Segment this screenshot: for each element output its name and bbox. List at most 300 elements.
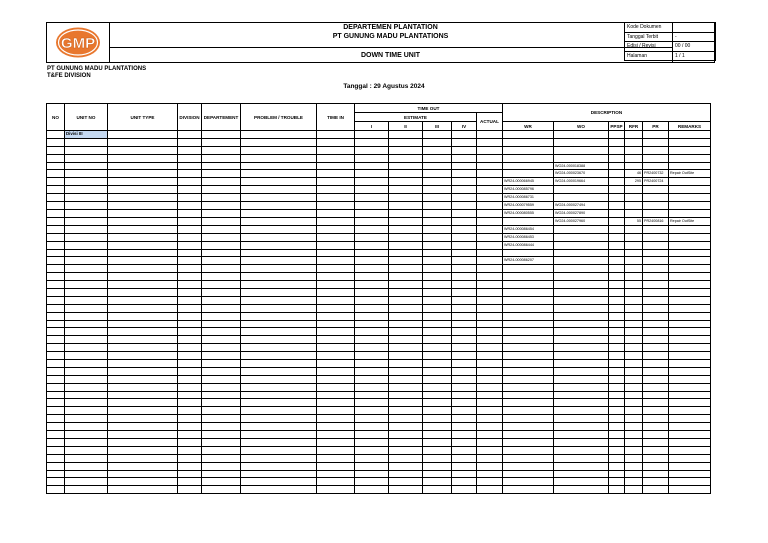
logo-text: GMP bbox=[60, 35, 96, 52]
table-cell bbox=[452, 446, 477, 454]
col-pr: PR bbox=[643, 122, 669, 131]
rfr-cell bbox=[625, 360, 643, 368]
table-cell bbox=[389, 241, 423, 249]
table-cell bbox=[178, 328, 202, 336]
table-cell bbox=[477, 367, 503, 375]
wr-cell bbox=[503, 367, 554, 375]
table-cell bbox=[355, 194, 389, 202]
table-cell bbox=[47, 344, 65, 352]
table-cell bbox=[389, 225, 423, 233]
table-cell bbox=[423, 407, 452, 415]
table-cell bbox=[389, 470, 423, 478]
table-cell bbox=[202, 241, 241, 249]
table-cell bbox=[65, 225, 108, 233]
wr-cell bbox=[503, 478, 554, 486]
table-cell bbox=[423, 281, 452, 289]
table-cell bbox=[609, 423, 625, 431]
pr-cell bbox=[643, 162, 669, 170]
wo-cell bbox=[554, 273, 609, 281]
table-cell bbox=[108, 320, 178, 328]
col-est-iii: III bbox=[423, 122, 452, 131]
wo-cell bbox=[554, 470, 609, 478]
table-cell bbox=[241, 210, 317, 218]
wr-cell bbox=[503, 162, 554, 170]
rfr-cell: 46 bbox=[625, 170, 643, 178]
rfr-cell bbox=[625, 486, 643, 494]
meta-row bbox=[625, 51, 716, 61]
col-wr: WR bbox=[503, 122, 554, 131]
table-cell bbox=[477, 146, 503, 154]
table-cell bbox=[178, 138, 202, 146]
table-cell bbox=[47, 154, 65, 162]
table-cell bbox=[178, 194, 202, 202]
remarks-cell bbox=[669, 367, 711, 375]
table-cell bbox=[389, 407, 423, 415]
table-cell bbox=[241, 462, 317, 470]
pr-cell bbox=[643, 257, 669, 265]
table-cell bbox=[452, 399, 477, 407]
table-cell bbox=[202, 446, 241, 454]
table-cell bbox=[317, 241, 355, 249]
table-cell bbox=[452, 375, 477, 383]
pr-cell bbox=[643, 407, 669, 415]
remarks-cell bbox=[669, 478, 711, 486]
table-cell bbox=[178, 415, 202, 423]
meta-label: Kode Dokumen bbox=[625, 23, 673, 33]
table-cell bbox=[389, 462, 423, 470]
table-cell bbox=[477, 225, 503, 233]
table-cell bbox=[178, 225, 202, 233]
table-cell bbox=[202, 360, 241, 368]
table-cell bbox=[202, 352, 241, 360]
table-cell bbox=[178, 210, 202, 218]
document-header bbox=[46, 22, 715, 63]
col-time-out: TIME OUT bbox=[355, 104, 503, 113]
table-cell bbox=[452, 241, 477, 249]
table-row bbox=[47, 352, 711, 360]
pr-cell bbox=[643, 265, 669, 273]
wr-cell bbox=[503, 281, 554, 289]
table-cell bbox=[65, 352, 108, 360]
rfr-cell bbox=[625, 344, 643, 352]
table-cell bbox=[317, 391, 355, 399]
meta-label: Tanggal Terbit bbox=[625, 32, 673, 42]
wr-cell bbox=[503, 265, 554, 273]
remarks-cell bbox=[669, 202, 711, 210]
pr-cell bbox=[643, 273, 669, 281]
table-cell bbox=[108, 138, 178, 146]
table-cell bbox=[452, 154, 477, 162]
wr-cell bbox=[503, 375, 554, 383]
pr-cell bbox=[643, 281, 669, 289]
table-cell bbox=[241, 304, 317, 312]
table-cell bbox=[241, 265, 317, 273]
table-cell bbox=[389, 360, 423, 368]
table-cell bbox=[178, 186, 202, 194]
table-cell bbox=[47, 407, 65, 415]
table-cell bbox=[202, 289, 241, 297]
table-cell bbox=[65, 328, 108, 336]
table-cell bbox=[178, 399, 202, 407]
table-cell bbox=[355, 336, 389, 344]
table-cell bbox=[241, 328, 317, 336]
table-cell bbox=[355, 273, 389, 281]
table-cell bbox=[178, 178, 202, 186]
remarks-cell bbox=[669, 375, 711, 383]
table-row bbox=[47, 320, 711, 328]
table-row bbox=[47, 296, 711, 304]
table-cell bbox=[609, 399, 625, 407]
pr-cell bbox=[643, 462, 669, 470]
table-cell bbox=[317, 257, 355, 265]
table-cell bbox=[317, 170, 355, 178]
rfr-cell bbox=[625, 202, 643, 210]
table-cell bbox=[355, 312, 389, 320]
meta-row bbox=[625, 32, 716, 42]
table-cell bbox=[47, 217, 65, 225]
wr-cell bbox=[503, 312, 554, 320]
rfr-cell bbox=[625, 438, 643, 446]
table-cell bbox=[389, 486, 423, 494]
table-cell bbox=[108, 296, 178, 304]
table-cell bbox=[452, 194, 477, 202]
wr-cell: WR24-000079559 bbox=[503, 202, 554, 210]
col-unit-type: UNIT TYPE bbox=[108, 104, 178, 131]
remarks-cell bbox=[669, 470, 711, 478]
rfr-cell bbox=[625, 478, 643, 486]
table-row bbox=[47, 265, 711, 273]
remarks-cell bbox=[669, 312, 711, 320]
wo-cell bbox=[554, 336, 609, 344]
rfr-cell bbox=[625, 415, 643, 423]
table-cell bbox=[389, 375, 423, 383]
table-cell bbox=[202, 154, 241, 162]
table-cell bbox=[355, 383, 389, 391]
wr-cell bbox=[503, 320, 554, 328]
rfr-cell bbox=[625, 391, 643, 399]
table-cell bbox=[477, 328, 503, 336]
table-cell bbox=[108, 407, 178, 415]
table-cell bbox=[452, 431, 477, 439]
table-cell bbox=[241, 146, 317, 154]
table-cell bbox=[65, 289, 108, 297]
pr-cell bbox=[643, 312, 669, 320]
table-cell bbox=[477, 154, 503, 162]
wr-cell bbox=[503, 391, 554, 399]
meta-label: Edisi / Revisi bbox=[625, 42, 673, 52]
table-cell bbox=[477, 233, 503, 241]
table-cell bbox=[452, 312, 477, 320]
wr-cell bbox=[503, 344, 554, 352]
table-cell bbox=[423, 202, 452, 210]
table-row bbox=[47, 454, 711, 462]
table-cell bbox=[65, 320, 108, 328]
table-cell bbox=[477, 431, 503, 439]
table-cell bbox=[389, 281, 423, 289]
table-cell bbox=[423, 296, 452, 304]
table-cell bbox=[317, 194, 355, 202]
table-cell bbox=[65, 375, 108, 383]
wo-cell bbox=[554, 281, 609, 289]
table-cell bbox=[241, 257, 317, 265]
table-row bbox=[47, 415, 711, 423]
table-cell bbox=[202, 281, 241, 289]
pr-cell: PR2400816 bbox=[643, 217, 669, 225]
wo-cell bbox=[554, 446, 609, 454]
table-cell bbox=[317, 375, 355, 383]
table-cell bbox=[47, 312, 65, 320]
table-cell bbox=[202, 146, 241, 154]
wo-cell bbox=[554, 233, 609, 241]
col-description: DESCRIPTION bbox=[503, 104, 711, 122]
table-cell bbox=[241, 233, 317, 241]
table-cell bbox=[423, 194, 452, 202]
table-cell bbox=[609, 304, 625, 312]
table-cell bbox=[241, 241, 317, 249]
table-cell bbox=[609, 312, 625, 320]
wr-cell bbox=[503, 249, 554, 257]
remarks-cell bbox=[669, 383, 711, 391]
table-cell bbox=[65, 415, 108, 423]
table-cell bbox=[452, 257, 477, 265]
table-cell bbox=[355, 360, 389, 368]
table-cell bbox=[355, 241, 389, 249]
table-cell bbox=[423, 249, 452, 257]
table-cell bbox=[317, 470, 355, 478]
table-cell bbox=[108, 241, 178, 249]
table-cell bbox=[178, 296, 202, 304]
table-cell bbox=[452, 367, 477, 375]
table-cell bbox=[108, 162, 178, 170]
table-cell bbox=[477, 170, 503, 178]
table-cell bbox=[389, 415, 423, 423]
table-row bbox=[47, 391, 711, 399]
table-cell bbox=[108, 328, 178, 336]
rfr-cell bbox=[625, 462, 643, 470]
table-cell bbox=[241, 217, 317, 225]
table-cell bbox=[477, 273, 503, 281]
table-cell bbox=[65, 423, 108, 431]
table-cell bbox=[108, 360, 178, 368]
table-cell bbox=[423, 486, 452, 494]
pr-cell bbox=[643, 415, 669, 423]
table-cell bbox=[609, 336, 625, 344]
table-cell bbox=[389, 289, 423, 297]
table-cell bbox=[452, 273, 477, 281]
wo-cell bbox=[554, 265, 609, 273]
wr-cell bbox=[503, 336, 554, 344]
table-cell bbox=[241, 344, 317, 352]
table-cell bbox=[178, 423, 202, 431]
table-cell bbox=[317, 431, 355, 439]
remarks-cell bbox=[669, 328, 711, 336]
table-cell bbox=[202, 265, 241, 273]
table-cell bbox=[241, 486, 317, 494]
rfr-cell bbox=[625, 375, 643, 383]
table-cell bbox=[65, 217, 108, 225]
table-row bbox=[47, 336, 711, 344]
table-cell bbox=[178, 241, 202, 249]
table-cell bbox=[241, 407, 317, 415]
table-cell bbox=[452, 407, 477, 415]
table-cell bbox=[241, 423, 317, 431]
table-cell bbox=[178, 304, 202, 312]
table-cell bbox=[241, 470, 317, 478]
table-cell bbox=[477, 138, 503, 146]
table-cell bbox=[355, 328, 389, 336]
table-cell bbox=[47, 423, 65, 431]
table-cell bbox=[178, 352, 202, 360]
rfr-cell bbox=[625, 273, 643, 281]
table-cell bbox=[178, 486, 202, 494]
table-row bbox=[47, 367, 711, 375]
table-cell bbox=[609, 217, 625, 225]
wr-cell: WR24-000086207 bbox=[503, 257, 554, 265]
table-cell bbox=[477, 320, 503, 328]
table-row bbox=[47, 225, 711, 233]
table-cell bbox=[355, 202, 389, 210]
downtime-table bbox=[46, 103, 711, 494]
table-cell bbox=[241, 249, 317, 257]
wo-cell bbox=[554, 391, 609, 399]
table-cell bbox=[389, 320, 423, 328]
table-cell bbox=[355, 304, 389, 312]
table-cell bbox=[477, 186, 503, 194]
table-cell bbox=[355, 296, 389, 304]
table-cell bbox=[477, 478, 503, 486]
wr-cell bbox=[503, 328, 554, 336]
table-cell bbox=[65, 399, 108, 407]
table-cell bbox=[452, 225, 477, 233]
wo-cell bbox=[554, 146, 609, 154]
pr-cell bbox=[643, 423, 669, 431]
remarks-cell bbox=[669, 233, 711, 241]
table-cell bbox=[609, 257, 625, 265]
wo-cell bbox=[554, 407, 609, 415]
table-cell bbox=[65, 249, 108, 257]
table-cell bbox=[477, 194, 503, 202]
table-cell bbox=[452, 360, 477, 368]
table-cell bbox=[241, 186, 317, 194]
pr-cell bbox=[643, 478, 669, 486]
wr-cell: WR24-000085796 bbox=[503, 186, 554, 194]
remarks-cell bbox=[669, 438, 711, 446]
table-cell bbox=[609, 360, 625, 368]
table-cell bbox=[317, 478, 355, 486]
table-cell bbox=[47, 186, 65, 194]
remarks-cell bbox=[669, 186, 711, 194]
table-cell bbox=[241, 138, 317, 146]
table-cell bbox=[423, 146, 452, 154]
table-cell bbox=[108, 170, 178, 178]
table-cell bbox=[609, 462, 625, 470]
wr-cell bbox=[503, 352, 554, 360]
table-cell bbox=[423, 241, 452, 249]
table-cell bbox=[389, 454, 423, 462]
table-cell bbox=[609, 391, 625, 399]
table-cell bbox=[47, 210, 65, 218]
remarks-cell bbox=[669, 391, 711, 399]
table-cell bbox=[389, 202, 423, 210]
wr-cell bbox=[503, 470, 554, 478]
table-cell bbox=[108, 375, 178, 383]
table-cell bbox=[389, 194, 423, 202]
wo-cell bbox=[554, 194, 609, 202]
table-cell bbox=[65, 178, 108, 186]
table-cell bbox=[355, 225, 389, 233]
table-cell bbox=[423, 478, 452, 486]
table-cell bbox=[609, 352, 625, 360]
table-cell bbox=[477, 407, 503, 415]
table-cell bbox=[47, 446, 65, 454]
table-cell bbox=[65, 162, 108, 170]
remarks-cell bbox=[669, 462, 711, 470]
table-cell bbox=[178, 170, 202, 178]
pr-cell bbox=[643, 454, 669, 462]
table-cell bbox=[108, 146, 178, 154]
wr-cell: WR24-000086731 bbox=[503, 194, 554, 202]
table-cell bbox=[108, 186, 178, 194]
table-row bbox=[47, 438, 711, 446]
wo-cell bbox=[554, 431, 609, 439]
wo-cell bbox=[554, 312, 609, 320]
table-cell bbox=[241, 225, 317, 233]
table-cell bbox=[317, 289, 355, 297]
wr-cell bbox=[503, 383, 554, 391]
table-cell bbox=[202, 431, 241, 439]
table-cell bbox=[317, 296, 355, 304]
table-cell bbox=[202, 328, 241, 336]
table-cell bbox=[317, 423, 355, 431]
table-cell bbox=[452, 383, 477, 391]
table-cell bbox=[47, 281, 65, 289]
table-cell bbox=[241, 289, 317, 297]
table-row bbox=[47, 462, 711, 470]
table-cell bbox=[178, 438, 202, 446]
rfr-cell bbox=[625, 399, 643, 407]
table-cell bbox=[202, 391, 241, 399]
table-cell bbox=[452, 391, 477, 399]
table-cell bbox=[423, 438, 452, 446]
rfr-cell bbox=[625, 162, 643, 170]
col-actual: ACTUAL bbox=[477, 113, 503, 131]
pr-cell: PR2400724 bbox=[643, 178, 669, 186]
table-row bbox=[47, 194, 711, 202]
table-cell bbox=[423, 462, 452, 470]
table-cell bbox=[477, 217, 503, 225]
wo-cell bbox=[554, 399, 609, 407]
table-cell bbox=[355, 391, 389, 399]
table-row bbox=[47, 281, 711, 289]
wo-cell bbox=[554, 478, 609, 486]
table-cell bbox=[389, 210, 423, 218]
remarks-cell bbox=[669, 320, 711, 328]
table-cell bbox=[317, 415, 355, 423]
table-cell bbox=[452, 320, 477, 328]
table-cell bbox=[389, 265, 423, 273]
rfr-cell bbox=[625, 367, 643, 375]
table-cell bbox=[178, 431, 202, 439]
pr-cell bbox=[643, 320, 669, 328]
wr-cell: WR24-000086453 bbox=[503, 233, 554, 241]
table-cell bbox=[355, 367, 389, 375]
pr-cell bbox=[643, 367, 669, 375]
table-row bbox=[47, 170, 711, 178]
rfr-cell bbox=[625, 186, 643, 194]
table-row bbox=[47, 273, 711, 281]
table-cell bbox=[178, 391, 202, 399]
table-cell bbox=[65, 454, 108, 462]
